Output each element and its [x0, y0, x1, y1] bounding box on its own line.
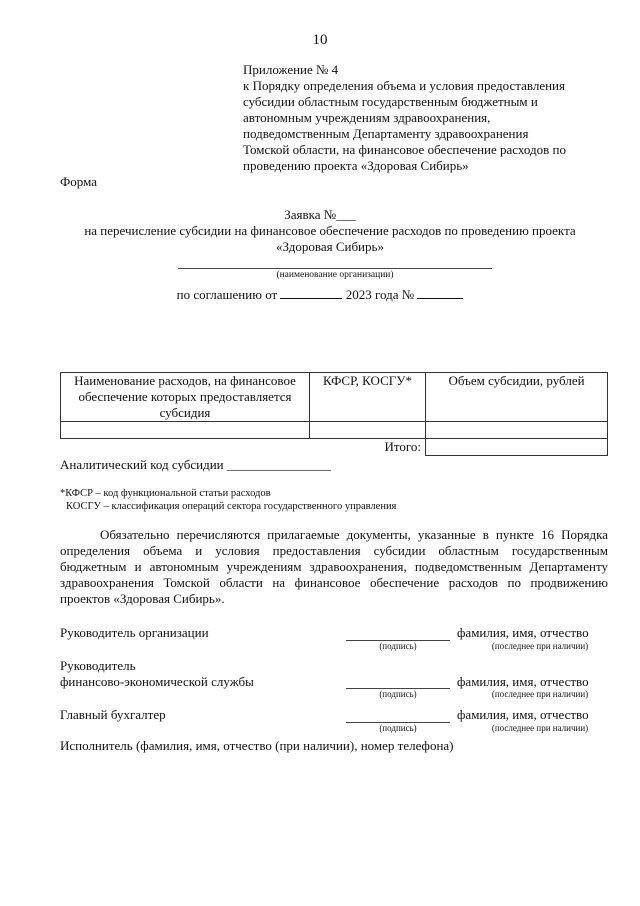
form-label: Форма — [60, 174, 97, 189]
appendix-line: Приложение № 4 — [243, 62, 339, 77]
appendix-line: к Порядку определения объема и условия предоставления — [243, 78, 565, 93]
header-amount: Объем субсидии, рублей — [426, 373, 608, 422]
fio-label: фамилия, имя, отчество — [457, 674, 589, 689]
total-label: Итого: — [61, 439, 426, 456]
request-title: Заявка №___ — [284, 207, 356, 222]
table-cell — [61, 422, 310, 439]
accountant-label: Главный бухгалтер — [60, 707, 166, 722]
finance-head-label — [60, 658, 254, 690]
total-value — [426, 439, 608, 456]
table-header-row — [61, 373, 608, 422]
appendix-line: Томской области, на финансовое обеспечение расходов по — [243, 142, 566, 157]
finance-head-label-line: финансово-экономической службы — [60, 674, 254, 689]
table-cell — [426, 422, 608, 439]
appendix-block — [243, 62, 623, 174]
table-total-row — [61, 439, 608, 456]
fio-caption: (последнее при наличии) — [491, 641, 589, 651]
signature-caption: (подпись) — [379, 641, 417, 651]
footnotes — [60, 487, 396, 513]
footnote: *КФСР – код функциональной статьи расходов — [60, 488, 271, 499]
header-kfsr: КФСР, КОСГУ* — [310, 373, 426, 422]
agreement-date-blank — [280, 286, 342, 299]
signature-caption: (подпись) — [379, 723, 417, 733]
table-row — [61, 422, 608, 439]
head-label: Руководитель организации — [60, 625, 209, 640]
appendix-line: подведомственным Департаменту здравоохранения — [243, 126, 529, 141]
appendix-line: субсидии областным государственным бюджетным и — [243, 94, 538, 109]
executor-line: Исполнитель (фамилия, имя, отчество (при наличии), номер телефона) — [60, 738, 454, 753]
appendix-line: проведению проекта «Здоровая Сибирь» — [243, 158, 469, 173]
fio-label: фамилия, имя, отчество — [457, 707, 589, 722]
finance-head-label-line: Руководитель — [60, 658, 136, 673]
table-cell — [310, 422, 426, 439]
agreement-prefix: по соглашению от — [176, 287, 278, 302]
agreement-line — [0, 286, 640, 303]
fio-caption: (последнее при наличии) — [491, 723, 589, 733]
attachments-paragraph: Обязательно перечисляются прилагаемые документы, указанные в пункте 16 Порядка определения объема и условия предоставления субсидии областным государственным бюджетным и автономным учреждениям здравоохранения, подведомственным Департаменту здравоохранения Томской области на финансовое обеспечение расходов по продвижению проектов «Здоровая Сибирь». — [60, 527, 608, 606]
request-subtitle-line: на перечисление субсидии на финансовое обеспечение расходов по проведению проекта — [84, 223, 576, 238]
signature-caption: (подпись) — [379, 689, 417, 699]
request-subtitle — [60, 223, 600, 255]
subsidy-table — [60, 372, 608, 456]
analytic-code: Аналитический код субсидии ________________ — [60, 457, 331, 472]
footnote: КОСГУ – классификация операций сектора государственного управления — [66, 501, 397, 512]
appendix-line: автономным учреждениям здравоохранения, — [243, 110, 491, 125]
page-number: 10 — [312, 32, 328, 48]
fio-label: фамилия, имя, отчество — [457, 625, 589, 640]
fio-caption: (последнее при наличии) — [491, 689, 589, 699]
request-subtitle-line: «Здоровая Сибирь» — [276, 239, 384, 254]
agreement-year: 2023 года № — [345, 287, 415, 302]
agreement-number-blank — [417, 286, 463, 299]
organization-caption: (наименование организации) — [276, 270, 394, 280]
organization-name-line — [178, 268, 492, 269]
header-expense-name: Наименование расходов, на финансовое обеспечение которых предоставляется субсидия — [61, 373, 310, 422]
